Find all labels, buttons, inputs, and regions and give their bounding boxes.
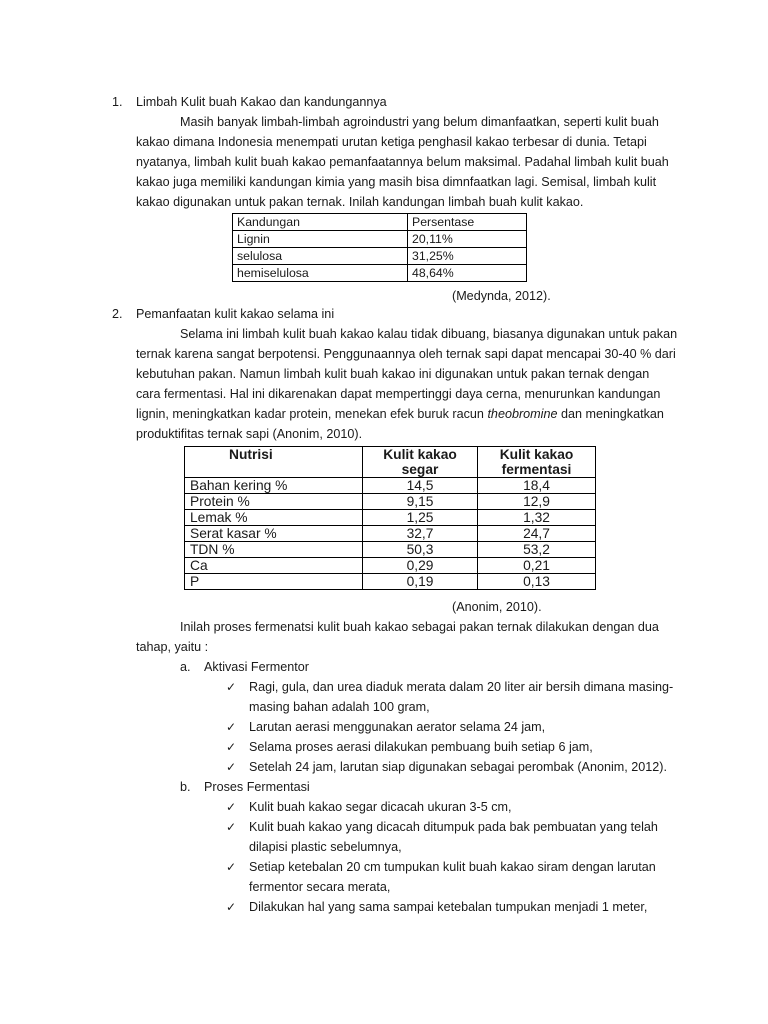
table-cell: 1,25	[363, 510, 478, 526]
table-cell: 0,29	[363, 558, 478, 574]
table-row	[185, 558, 596, 574]
section-2-paragraph-line-1: Selama ini limbah kulit buah kakao kalau tidak dibuang, biasanya digunakan untuk pakan	[180, 327, 678, 341]
table-header-row	[233, 214, 527, 231]
table-cell: selulosa	[233, 248, 408, 265]
table-row	[185, 526, 596, 542]
section-2-number: 2.	[112, 307, 123, 321]
step-a-title: Aktivasi Fermentor	[204, 660, 309, 674]
table-cell: 1,32	[478, 510, 596, 526]
table-row	[185, 510, 596, 526]
section-2-paragraph-line-5	[136, 404, 664, 424]
checkmark-icon: ✓	[226, 760, 237, 774]
checkmark-icon: ✓	[226, 800, 237, 814]
step-b-item-2-line-2: dilapisi plastic sebelumnya,	[249, 840, 402, 854]
table-cell: 18,4	[478, 478, 596, 494]
line-5-text-before: lignin, meningkatkan kadar protein, menekan efek buruk racun	[136, 407, 488, 421]
section-2-paragraph-line-4: cara fermentasi. Hal ini dikarenakan dapat mempertinggi daya cerna, menurunkan kandungan	[136, 387, 661, 401]
section-1-number: 1.	[112, 95, 123, 109]
section-2-paragraph-line-2: ternak karena sangat berpotensi. Penggunaannya oleh ternak sapi dapat mencapai 30-40 % dari	[136, 347, 676, 361]
step-a-item-1-line-1: Ragi, gula, dan urea diaduk merata dalam 20 liter air bersih dimana masing-	[249, 680, 674, 694]
section-1-heading: Limbah Kulit buah Kakao dan kandungannya	[136, 95, 387, 109]
table-header-row	[185, 447, 596, 478]
section-1-paragraph-line-4: kakao juga memiliki kandungan kimia yang masih bisa dimnfaatkan lagi. Semisal, limbah kulit	[136, 175, 657, 189]
table-row	[185, 494, 596, 510]
step-b-item-3-line-1: Setiap ketebalan 20 cm tumpukan kulit buah kakao siram dengan larutan	[249, 860, 656, 874]
section-1-paragraph-line-1: Masih banyak limbah-limbah agroindustri yang belum dimanfaatkan, seperti kulit buah	[180, 115, 659, 129]
checkmark-icon: ✓	[226, 900, 237, 914]
theobromine-italic: theobromine	[487, 407, 558, 421]
checkmark-icon: ✓	[226, 860, 237, 874]
header-kulit-segar-line-2: segar	[401, 462, 439, 477]
section-1-paragraph-line-5: kakao digunakan untuk pakan ternak. Inilah kandungan limbah buah kulit kakao.	[136, 195, 584, 209]
step-a-item-2: Larutan aerasi menggunakan aerator selama 24 jam,	[249, 720, 546, 734]
table-cell: Serat kasar %	[185, 526, 363, 542]
table-row	[233, 248, 527, 265]
step-b-item-1: Kulit buah kakao segar dicacah ukuran 3-5 cm,	[249, 800, 512, 814]
table-cell: 20,11%	[408, 231, 527, 248]
header-kandungan: Kandungan	[233, 214, 408, 231]
line-5-text-after: dan meningkatkan	[557, 407, 664, 421]
step-b-item-3-line-2: fermentor secara merata,	[249, 880, 391, 894]
table-row	[233, 265, 527, 282]
section-2-heading: Pemanfaatan kulit kakao selama ini	[136, 307, 335, 321]
process-intro-line-1: Inilah proses fermenatsi kulit buah kakao sebagai pakan ternak dilakukan dengan dua	[180, 620, 659, 634]
table-cell: 9,15	[363, 494, 478, 510]
table-cell: 14,5	[363, 478, 478, 494]
table-cell: TDN %	[185, 542, 363, 558]
nutrition-table	[184, 446, 596, 590]
header-persentase: Persentase	[408, 214, 527, 231]
header-kulit-segar-line-1: Kulit kakao	[383, 447, 457, 462]
step-a-letter: a.	[180, 660, 191, 674]
section-1-paragraph-line-2: kakao dimana Indonesia menempati urutan ketiga penghasil kakao terbesar di dunia. Tetapi	[136, 135, 647, 149]
section-1-citation: (Medynda, 2012).	[452, 289, 551, 303]
table-row	[185, 574, 596, 590]
header-kulit-segar	[363, 447, 478, 478]
table-row	[185, 542, 596, 558]
table-cell: 0,13	[478, 574, 596, 590]
section-2-paragraph-line-6: produktifitas ternak sapi (Anonim, 2010).	[136, 427, 363, 441]
step-a-item-4: Setelah 24 jam, larutan siap digunakan sebagai perombak (Anonim, 2012).	[249, 760, 667, 774]
table-cell: P	[185, 574, 363, 590]
table-cell: Lignin	[233, 231, 408, 248]
section-2-paragraph-line-3: kebutuhan pakan. Namun limbah kulit buah kakao ini digunakan untuk pakan ternak dengan	[136, 367, 650, 381]
table-cell: 24,7	[478, 526, 596, 542]
table-cell: 32,7	[363, 526, 478, 542]
table-cell: 0,19	[363, 574, 478, 590]
table-cell: 12,9	[478, 494, 596, 510]
step-b-letter: b.	[180, 780, 191, 794]
process-intro-line-2: tahap, yaitu :	[136, 640, 209, 654]
header-nutrisi: Nutrisi	[185, 447, 363, 478]
table-row	[233, 231, 527, 248]
table-cell: 50,3	[363, 542, 478, 558]
table-cell: hemiselulosa	[233, 265, 408, 282]
step-b-item-2-line-1: Kulit buah kakao yang dicacah ditumpuk pada bak pembuatan yang telah	[249, 820, 658, 834]
step-b-title: Proses Fermentasi	[204, 780, 310, 794]
header-kulit-fermentasi	[478, 447, 596, 478]
section-2-citation: (Anonim, 2010).	[452, 600, 542, 614]
table-cell: Bahan kering %	[185, 478, 363, 494]
checkmark-icon: ✓	[226, 720, 237, 734]
checkmark-icon: ✓	[226, 680, 237, 694]
step-b-item-4: Dilakukan hal yang sama sampai ketebalan tumpukan menjadi 1 meter,	[249, 900, 648, 914]
table-cell: Protein %	[185, 494, 363, 510]
step-a-item-1-line-2: masing bahan adalah 100 gram,	[249, 700, 430, 714]
table-cell: 0,21	[478, 558, 596, 574]
table-cell: 31,25%	[408, 248, 527, 265]
header-kulit-fermentasi-line-2: fermentasi	[501, 462, 572, 477]
composition-table	[232, 213, 527, 282]
table-cell: Lemak %	[185, 510, 363, 526]
checkmark-icon: ✓	[226, 740, 237, 754]
table-cell: 53,2	[478, 542, 596, 558]
checkmark-icon: ✓	[226, 820, 237, 834]
table-cell: Ca	[185, 558, 363, 574]
table-row	[185, 478, 596, 494]
step-a-item-3: Selama proses aerasi dilakukan pembuang buih setiap 6 jam,	[249, 740, 593, 754]
section-1-paragraph-line-3: nyatanya, limbah kulit buah kakao pemanfaatannya belum maksimal. Padahal limbah kulit buah	[136, 155, 669, 169]
header-kulit-fermentasi-line-1: Kulit kakao	[499, 447, 574, 462]
table-cell: 48,64%	[408, 265, 527, 282]
